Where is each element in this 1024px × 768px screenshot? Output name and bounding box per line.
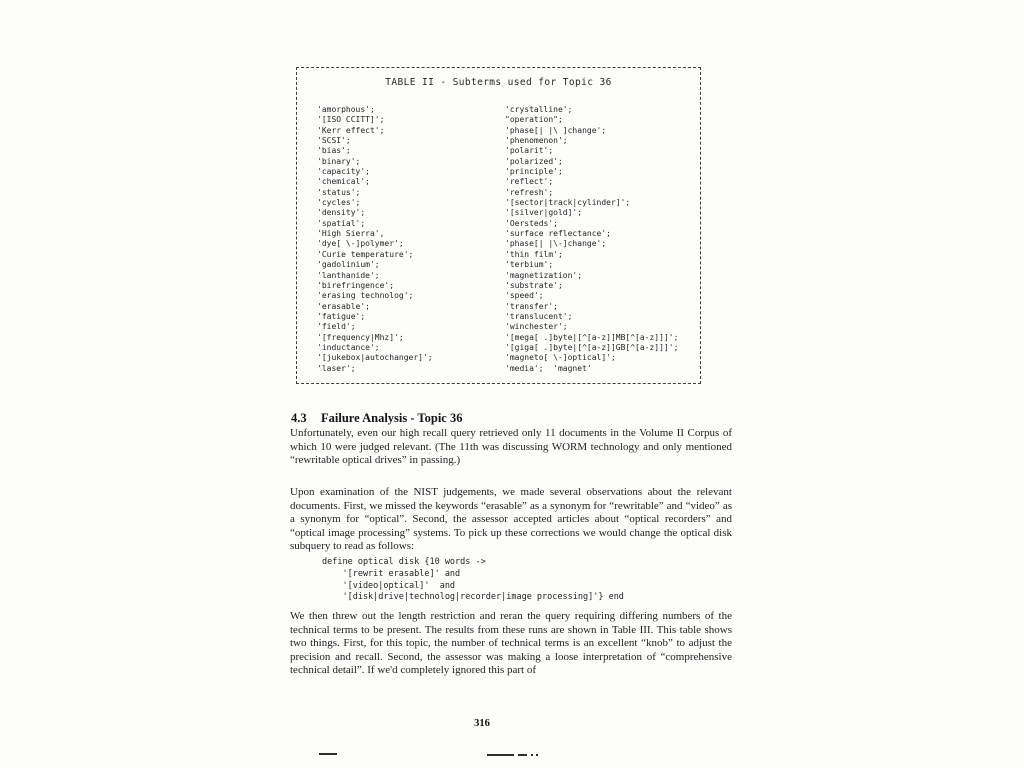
subterm: 'Kerr effect'; [317, 125, 385, 135]
subterm: '[mega[ .]byte|[^[a-z]]MB[^[a-z]]]'; [505, 332, 679, 342]
section-heading [291, 411, 462, 426]
paragraph-1: Unfortunately, even our high recall query retrieved only 11 documents in the Volume II Corpus of which 10 were judged relevant. (The 11th was discussing WORM technology and only mentioned “rewritable optical drives” in passing.) [290, 427, 732, 467]
query-definition-code [322, 557, 624, 604]
subterms-left-column [317, 105, 433, 374]
subterm: '[jukebox|autochanger]'; [317, 353, 433, 363]
subterm: 'inductance'; [317, 342, 380, 352]
subterm: 'magnetization'; [505, 270, 583, 280]
subterm: 'terbium'; [505, 260, 554, 270]
subterm: '[sector|track|cylinder]'; [505, 198, 631, 208]
subterm: 'polarized'; [505, 156, 563, 166]
subterm: 'field'; [317, 322, 356, 332]
subterm: 'gadolinium'; [317, 260, 380, 270]
subterm: '[giga[ .]byte|[^[a-z]]GB[^[a-z]]]'; [505, 342, 679, 352]
subterm: "operation"; [505, 115, 563, 125]
subterm: 'bias'; [317, 146, 351, 156]
subterm: 'amorphous'; [317, 105, 375, 114]
subterm: 'chemical'; [317, 177, 370, 187]
section-number: 4.3 [291, 411, 307, 425]
query-line: '[video|optical]' and [322, 580, 456, 591]
subterm: 'media'; 'magnet' [505, 363, 592, 373]
query-line: '[rewrit erasable]' and [322, 568, 461, 579]
subterm: 'translucent'; [505, 311, 573, 321]
subterm: 'laser'; [317, 363, 356, 373]
scan-artifact-line [518, 754, 527, 756]
subterm: 'winchester'; [505, 322, 568, 332]
subterm: 'erasing technolog'; [317, 291, 414, 301]
subterm: 'Curie temperature'; [317, 249, 414, 259]
subterm: 'birefringence'; [317, 280, 395, 290]
page-number: 316 [474, 718, 490, 729]
subterm: 'lanthanide'; [317, 270, 380, 280]
scan-artifact-dot [536, 754, 538, 756]
scan-artifact-line [487, 754, 514, 756]
subterm: 'principle'; [505, 167, 563, 177]
paragraph-3: We then threw out the length restriction and reran the query requiring differing numbers of the technical terms to be present. The results from these runs are shown in Table III. This table shows two things. First, for this topic, the number of technical terms is an excellent “knob” to adjust the precision and recall. Second, the assessor was making a loose interpretation of “comprehensive technical detail”. If we'd completely ignored this part of [290, 610, 732, 677]
subterm: 'density'; [317, 208, 366, 218]
subterm: 'binary'; [317, 156, 361, 166]
query-line: define optical disk {10 words -> [322, 557, 486, 567]
subterm: 'crystalline'; [505, 105, 573, 114]
subterm: '[ISO CCITT]'; [317, 115, 385, 125]
subterm: 'erasable'; [317, 301, 370, 311]
subterm: 'surface reflectance'; [505, 229, 611, 239]
subterm: 'transfer'; [505, 301, 558, 311]
subterms-table [296, 67, 701, 384]
subterm: 'Oersteds'; [505, 218, 558, 228]
subterm: 'status'; [317, 187, 361, 197]
subterm: 'reflect'; [505, 177, 554, 187]
subterm: 'dye[ \-]polymer'; [317, 239, 404, 249]
subterm: 'substrate'; [505, 280, 563, 290]
section-title: Failure Analysis - Topic 36 [321, 411, 463, 425]
subterm: 'phase[| |\ ]change'; [505, 125, 607, 135]
subterm: 'fatigue'; [317, 311, 366, 321]
subterm: 'phase[| |\-]change'; [505, 239, 607, 249]
subterm: 'magneto[ \-]optical]'; [505, 353, 616, 363]
subterm: 'phenomenon'; [505, 136, 568, 146]
scan-artifact-dot [531, 754, 533, 756]
subterms-right-column [505, 105, 678, 374]
subterm: 'spatial'; [317, 218, 366, 228]
subterm: 'refresh'; [505, 187, 554, 197]
scan-artifact-line [319, 753, 337, 755]
subterm: '[silver|gold]'; [505, 208, 583, 218]
paragraph-2: Upon examination of the NIST judgements, we made several observations about the relevant documents. First, we missed the keywords “erasable” as a synonym for “rewritable” and “video” as a synonym for “optical”. Second, the assessor accepted articles about “optical recorders” and “optical image processing” systems. To pick up these corrections we would change the optical disk subquery to read as follows: [290, 486, 732, 553]
subterm: 'cycles'; [317, 198, 361, 208]
subterm: 'capacity'; [317, 167, 370, 177]
subterm: 'polarit'; [505, 146, 554, 156]
table-caption: TABLE II - Subterms used for Topic 36 [385, 77, 612, 88]
subterm: 'speed'; [505, 291, 544, 301]
subterm: '[frequency|Mhz]'; [317, 332, 404, 342]
subterm: 'High Sierra', [317, 229, 385, 239]
subterm: 'SCSI'; [317, 136, 351, 146]
subterm: 'thin film'; [505, 249, 563, 259]
query-line: '[disk|drive|technolog|recorder|image processing]'} end [322, 592, 624, 603]
